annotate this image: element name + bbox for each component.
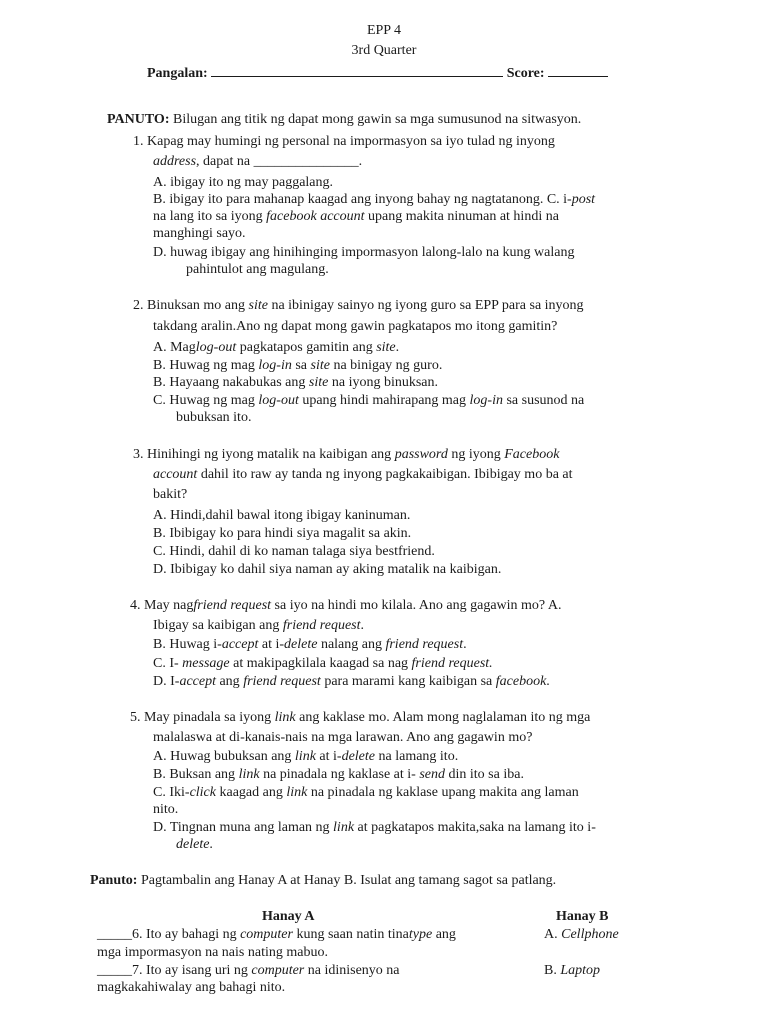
q3-option-c[interactable]: C. Hindi, dahil di ko naman talaga siya bestfriend. [153,544,435,559]
panuto-label: PANUTO: [107,112,170,127]
q2-option-c-line1[interactable]: C. Huwag ng mag log-out upang hindi mahirapang mag log-in sa susunod na [153,393,585,408]
item6-line2: mga impormasyon na nais nating mabuo. [97,945,328,960]
q2-option-b-alt[interactable]: B. Hayaang nakabukas ang site na iyong binuksan. [153,375,439,390]
q3-option-b[interactable]: B. Ibibigay ko para hindi siya magalit sa akin. [153,526,412,541]
q5-line1: 5. May pinadala sa iyong link ang kaklase mo. Alam mong naglalaman ito ng mga [130,710,591,725]
name-row [147,64,608,82]
score-input-line[interactable] [548,64,608,77]
part1-instruction [107,111,581,128]
q5-option-c-line2: nito. [153,802,179,817]
panuto-text: Bilugan ang titik ng dapat mong gawin sa mga sumusunod na sitwasyon. [172,112,582,127]
item6-line1[interactable]: _____6. Ito ay bahagi ng computer kung saan natin tinatype ang [97,927,456,942]
item7-line2: magkakahiwalay ang bahagi nito. [97,980,286,995]
hanay-a-header: Hanay A [262,909,315,924]
q4-option-b[interactable]: B. Huwag i-accept at i-delete nalang ang friend request. [153,637,467,652]
q2-line1: 2. Binuksan mo ang site na ibinigay sainyo ng iyong guro sa EPP para sa inyong [133,298,584,313]
panuto2-text: Pagtambalin ang Hanay A at Hanay B. Isulat ang tamang sagot sa patlang. [140,873,557,888]
part2-instruction [90,872,556,889]
item7-line1[interactable]: _____7. Ito ay isang uri ng computer na idinisenyo na [97,963,400,978]
name-input-line[interactable] [211,64,503,77]
q5-option-c-line1[interactable]: C. Iki-click kaagad ang link na pinadala ng kaklase upang makita ang laman [153,785,579,800]
q2-option-a[interactable]: A. Maglog-out pagkatapos gamitin ang site. [153,340,400,355]
q3-line3: bakit? [153,487,188,502]
q1-option-b-line2: na lang ito sa iyong facebook account upang makita ninuman at hindi na [153,209,559,224]
q4-option-d[interactable]: D. I-accept ang friend request para marami kang kaibigan sa facebook. [153,674,550,689]
q1-line2: address, dapat na _______________. [153,154,363,169]
q2-option-b[interactable]: B. Huwag ng mag log-in sa site na binigay ng guro. [153,358,443,373]
panuto2-label: Panuto: [90,873,138,888]
q4-line1: 4. May nagfriend request sa iyo na hindi mo kilala. Ano ang gagawin mo? A. [130,598,562,613]
q1-option-b-line1[interactable]: B. ibigay ito para mahanap kaagad ang inyong bahay ng nagtatanong. C. i-post [153,192,596,207]
q3-option-a[interactable]: A. Hindi,dahil bawal itong ibigay kaninuman. [153,508,411,523]
q5-option-d-line2: delete. [176,837,213,852]
q3-line2: account dahil ito raw ay tanda ng inyong pagkakaibigan. Ibibigay mo ba at [153,467,573,482]
subject-title: EPP 4 [366,23,402,38]
hanay-b-option-b: B. Laptop [544,963,601,978]
hanay-b-header: Hanay B [556,909,609,924]
q5-option-b[interactable]: B. Buksan ang link na pinadala ng kaklase at i- send din ito sa iba. [153,767,524,782]
score-label: Score: [506,66,545,81]
q4-option-a-line2[interactable]: Ibigay sa kaibigan ang friend request. [153,618,364,633]
q5-line2: malalaswa at di-kanais-nais na mga larawan. Ano ang gagawin mo? [153,730,533,745]
q2-line2: takdang aralin.Ano ng dapat mong gawin pagkatapos mo itong gamitin? [153,319,558,334]
q1-option-d-line2: pahintulot ang magulang. [186,262,329,277]
q1-option-a[interactable]: A. ibigay ito ng may paggalang. [153,175,334,190]
q2-option-c-line2: bubuksan ito. [176,410,252,425]
q1-option-d-line1[interactable]: D. huwag ibigay ang hinihinging impormasyon lalong-lalo na kung walang [153,245,575,260]
name-label: Pangalan: [147,66,208,81]
q3-line1: 3. Hinihingi ng iyong matalik na kaibigan ang password ng iyong Facebook [133,447,560,462]
q5-option-d-line1[interactable]: D. Tingnan muna ang laman ng link at pagkatapos makita,saka na lamang ito i- [153,820,596,835]
q3-option-d[interactable]: D. Ibibigay ko dahil siya naman ay aking matalik na kaibigan. [153,562,502,577]
q5-option-a[interactable]: A. Huwag bubuksan ang link at i-delete na lamang ito. [153,749,459,764]
quarter-title: 3rd Quarter [351,43,417,58]
hanay-b-option-a: A. Cellphone [544,927,619,942]
q4-option-c[interactable]: C. I- message at makipagkilala kaagad sa nag friend request. [153,656,493,671]
q1-line1: 1. Kapag may humingi ng personal na impormasyon sa iyo tulad ng inyong [133,134,555,149]
q1-option-b-line3: manghingi sayo. [153,226,246,241]
